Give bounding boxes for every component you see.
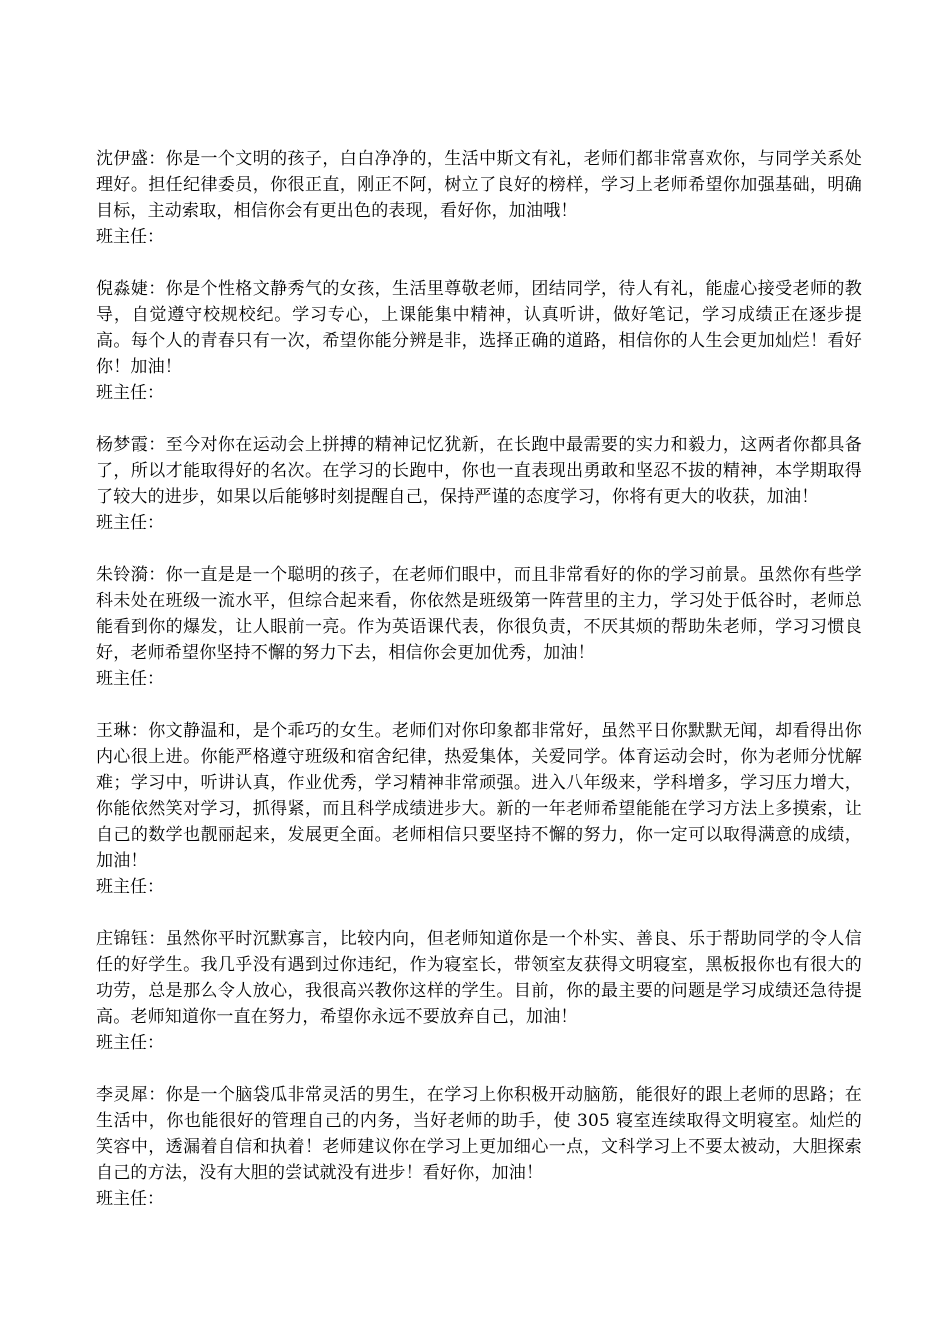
student-comment: 沈伊盛：你是一个文明的孩子，白白净净的，生活中斯文有礼，老师们都非常喜欢你，与同学关系处理好。担任纪律委员，你很正直，刚正不阿，树立了良好的榜样，学习上老师希望你加强基础，明确目标，主动索取，相信你会有更出色的表现，看好你，加油哦！ (96, 149, 862, 221)
comment-entry (96, 432, 862, 536)
comment-entry (96, 146, 862, 250)
comment-entry (96, 562, 862, 692)
student-comment: 倪淼婕：你是个性格文静秀气的女孩，生活里尊敬老师，团结同学，待人有礼，能虚心接受老师的教导，自觉遵守校规校纪。学习专心，上课能集中精神，认真听讲，做好笔记，学习成绩正在逐步提高。每个人的青春只有一次，希望你能分辨是非，选择正确的道路，相信你的人生会更加灿烂！看好你！加油！ (96, 279, 862, 377)
teacher-signature-line: 班主任： (96, 1033, 164, 1053)
teacher-signature-line: 班主任： (96, 877, 164, 897)
student-comment: 王琳：你文静温和，是个乖巧的女生。老师们对你印象都非常好，虽然平日你默默无闻，却看得出你内心很上进。你能严格遵守班级和宿舍纪律，热爱集体，关爱同学。体育运动会时，你为老师分忧解难；学习中，听讲认真，作业优秀，学习精神非常顽强。进入八年级来，学科增多，学习压力增大，你能依然笑对学习，抓得紧，而且科学成绩进步大。新的一年老师希望能能在学习方法上多摸索，让自己的数学也靓丽起来，发展更全面。老师相信只要坚持不懈的努力，你一定可以取得满意的成绩，加油！ (96, 721, 862, 871)
comment-entry (96, 276, 862, 406)
student-comment: 杨梦霞：至今对你在运动会上拼搏的精神记忆犹新，在长跑中最需要的实力和毅力，这两者你都具备了，所以才能取得好的名次。在学习的长跑中，你也一直表现出勇敢和坚忍不拔的精神，本学期取得了较大的进步，如果以后能够时刻提醒自己，保持严谨的态度学习，你将有更大的收获，加油！ (96, 435, 862, 507)
teacher-signature-line: 班主任： (96, 513, 164, 533)
comment-entry (96, 1082, 862, 1212)
document-page (96, 146, 862, 1238)
teacher-signature-line: 班主任： (96, 227, 164, 247)
teacher-signature-line: 班主任： (96, 1189, 164, 1209)
comment-entry (96, 718, 862, 900)
student-comment: 庄锦钰：虽然你平时沉默寡言，比较内向，但老师知道你是一个朴实、善良、乐于帮助同学的令人信任的好学生。我几乎没有遇到过你违纪，作为寝室长，带领室友获得文明寝室，黑板报你也有很大的功劳，总是那么令人放心，我很高兴教你这样的学生。目前，你的最主要的问题是学习成绩还急待提高。老师知道你一直在努力，希望你永远不要放弃自己，加油！ (96, 929, 862, 1027)
comment-entry (96, 926, 862, 1056)
student-comment: 李灵犀：你是一个脑袋瓜非常灵活的男生，在学习上你积极开动脑筋，能很好的跟上老师的思路；在生活中，你也能很好的管理自己的内务，当好老师的助手，使 305 寝室连续取得文明寝室。灿烂的笑容中，透漏着自信和执着！老师建议你在学习上更加细心一点，文科学习上不要太被动，大胆探索自己的方法，没有大胆的尝试就没有进步！看好你，加油！ (96, 1085, 862, 1183)
student-comment: 朱铃漪：你一直是是一个聪明的孩子，在老师们眼中，而且非常看好的你的学习前景。虽然你有些学科未处在班级一流水平，但综合起来看，你依然是班级第一阵营里的主力，学习处于低谷时，老师总能看到你的爆发，让人眼前一亮。作为英语课代表，你很负责，不厌其烦的帮助朱老师，学习习惯良好，老师希望你坚持不懈的努力下去，相信你会更加优秀，加油！ (96, 565, 862, 663)
teacher-signature-line: 班主任： (96, 669, 164, 689)
teacher-signature-line: 班主任： (96, 383, 164, 403)
